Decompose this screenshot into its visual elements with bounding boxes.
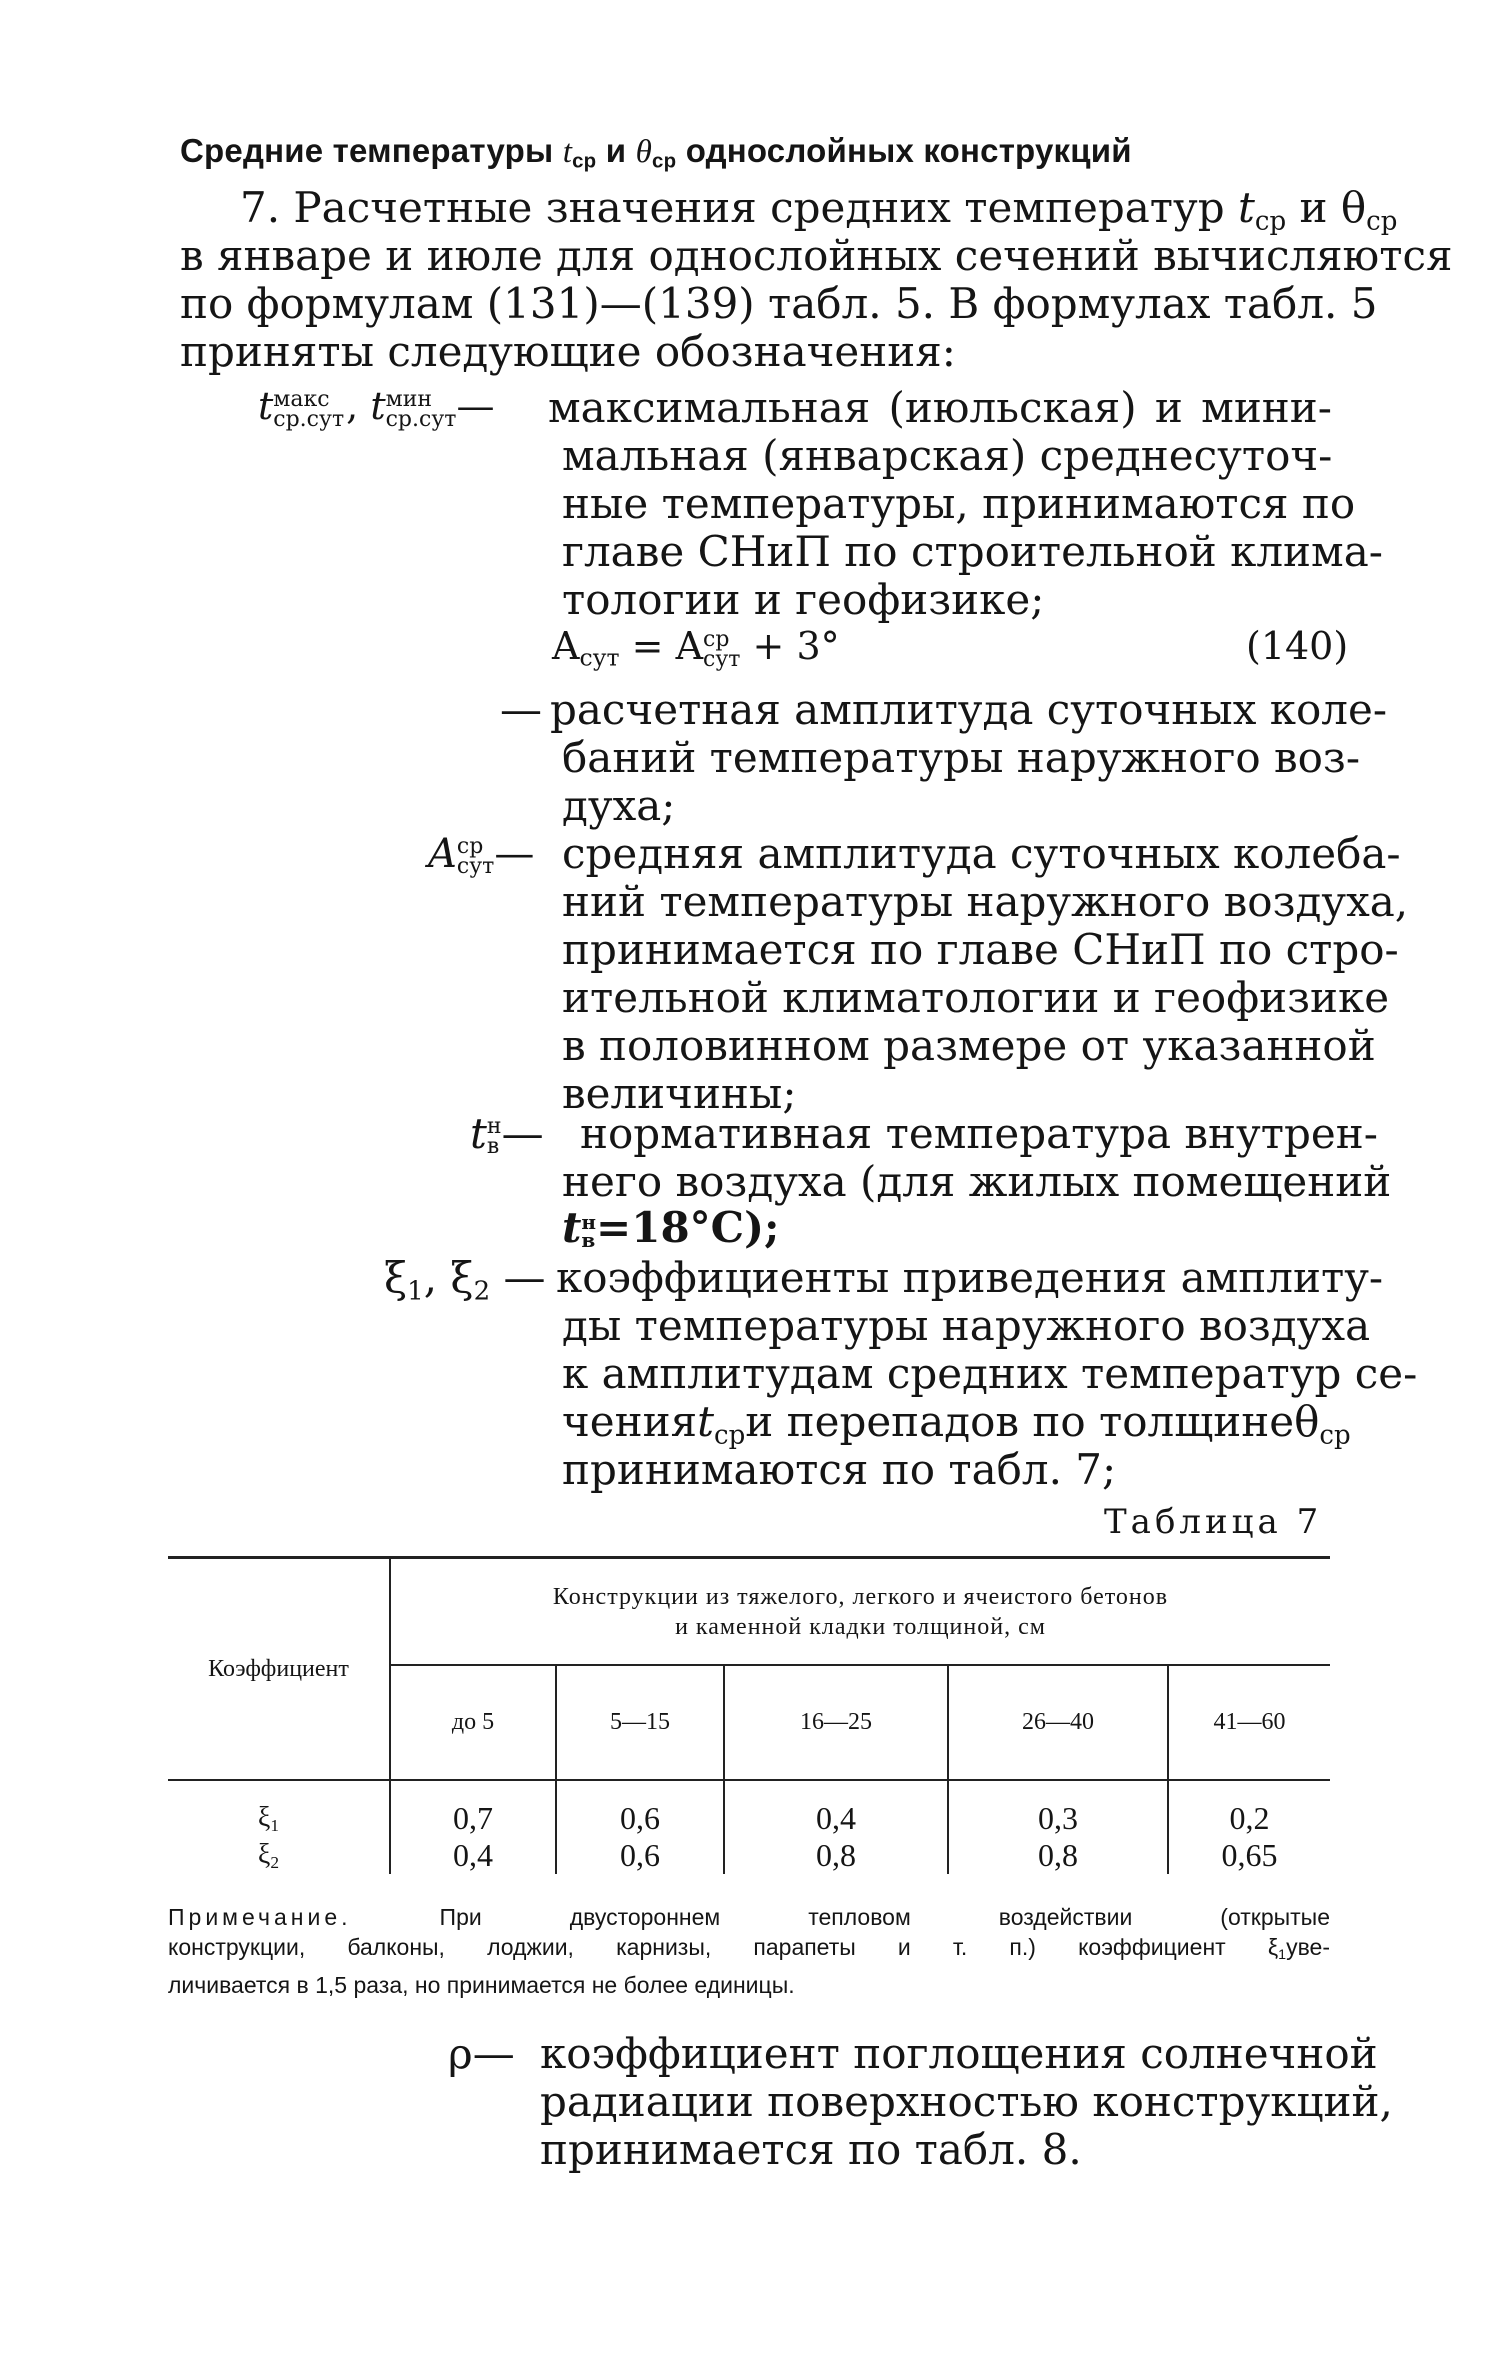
formula-number: (140): [1246, 624, 1349, 668]
def-tin-line-2: него воздуха (для жилых помещений: [562, 1157, 1392, 1206]
intro-line-4: приняты следующие обозначения:: [180, 327, 956, 376]
def-avg-line-2: ний температуры наружного воздуха,: [562, 877, 1409, 926]
col-header: до 5: [390, 1665, 556, 1780]
col-header-coef: Коэффициент: [168, 1558, 390, 1781]
term-avg-amp: Aср сут—: [428, 831, 535, 879]
def-xi-line-2: ды температуры наружного воздуха: [562, 1301, 1371, 1350]
term-xi: $\xi_1$, $\xi_2$ —: [384, 1253, 546, 1307]
table-cell: 0,6: [556, 1837, 724, 1874]
def-amp-line-2: баний температуры наружного воз-: [562, 733, 1361, 782]
term-tin: tн в—: [470, 1109, 544, 1159]
def-xi-line-3: к амплитудам средних температур се-: [562, 1349, 1418, 1398]
row-label: $\xi_1$: [168, 1800, 390, 1837]
table-cell: 0,65: [1221, 1837, 1278, 1873]
col-header: 16—25: [724, 1665, 948, 1780]
intro-line-1: 7. Расчетные значения средних температур $t_{ср}$ и $\theta_{ср}$: [240, 183, 1398, 237]
note-line-1: Примечание. При двустороннем тепловом воздействии (открытые: [168, 1904, 1331, 1930]
note-line-2: конструкции, балконы, лоджии, карнизы, парапеты и т. п.) коэффициент $\xi_1уве-$: [168, 1934, 1331, 1963]
table-row: [168, 1800, 1330, 1837]
table-cell: 0,7: [390, 1800, 556, 1837]
col-header: 5—15: [556, 1665, 724, 1780]
table-cell: 0,4: [390, 1837, 556, 1874]
def-rho-line-3: принимается по табл. 8.: [540, 2125, 1082, 2174]
term-rho: ρ—: [448, 2029, 515, 2078]
table-cell: 0,8: [724, 1837, 948, 1874]
def-tmax-line-4: главе СНиП по строительной клима-: [562, 527, 1383, 576]
col-header: 41—60: [1213, 1709, 1286, 1735]
def-tmax-line-2: мальная (январская) среднесуточ-: [562, 431, 1333, 480]
def-amp-dash: —: [500, 685, 542, 734]
note-line-3: личивается в 1,5 раза, но принимается не более единицы.: [168, 1971, 795, 1998]
def-avg-line-4: ительной климатологии и геофизике: [562, 973, 1390, 1022]
group-header: Конструкции из тяжелого, легкого и ячеистого бетонов и каменной кладки толщиной, см: [390, 1558, 1330, 1666]
def-tin-line-3: tн в=18°С);: [562, 1203, 780, 1252]
table-cell: 0,3: [948, 1800, 1168, 1837]
def-rho-line-1: коэффициент поглощения солнечной: [540, 2029, 1378, 2078]
table-cell: 0,4: [724, 1800, 948, 1837]
def-amp-line-1: расчетная амплитуда суточных коле-: [550, 685, 1388, 734]
intro-line-2: в январе и июле для однослойных сечений вычисляются: [180, 231, 1453, 280]
intro-line-3: по формулам (131)—(139) табл. 5. В формулах табл. 5: [180, 279, 1378, 328]
table-cell: 0,8: [948, 1837, 1168, 1874]
def-rho-line-2: радиации поверхностью конструкций,: [540, 2077, 1393, 2126]
formula-140: $A_{сут}$ = Aср сут + 3°: [552, 624, 840, 672]
def-amp-line-3: духа;: [562, 781, 676, 830]
def-xi-line-1: коэффициенты приведения амплиту-: [556, 1253, 1384, 1302]
def-avg-line-5: в половинном размере от указанной: [562, 1021, 1376, 1070]
def-tin-line-1: нормативная температура внутрен-: [580, 1109, 1378, 1158]
def-avg-line-3: принимается по главе СНиП по стро-: [562, 925, 1399, 974]
table-caption: Таблица 7: [1104, 1502, 1323, 1542]
table-cell: 0,6: [556, 1800, 724, 1837]
term-tmax-tmin: tмакс ср.сут, tмин ср.сут—: [258, 384, 495, 432]
def-tmax-line-3: ные температуры, принимаются по: [562, 479, 1356, 528]
row-label: $\xi_2$: [168, 1837, 390, 1874]
table-note: [168, 1902, 1330, 2000]
table-row: [168, 1837, 1330, 1874]
def-avg-line-1: средняя амплитуда суточных колеба-: [562, 829, 1401, 878]
col-header: 26—40: [948, 1665, 1168, 1780]
def-tmax-line-1: максимальная (июльская) и мини-: [548, 383, 1332, 432]
def-xi-line-4: чения $t_{ср}$ и перепадов по толщине $\theta_{ср}$: [562, 1397, 1351, 1451]
table-cell: 0,2: [1229, 1800, 1270, 1836]
table-7: [168, 1556, 1330, 1874]
def-tmax-line-5: тологии и геофизике;: [562, 575, 1045, 624]
section-heading: Средние температуры $t_{ср}$ и $\theta_{ср}$ однослойных конструкций: [180, 132, 1132, 173]
def-avg-line-6: величины;: [562, 1069, 797, 1118]
def-xi-line-5: принимаются по табл. 7;: [562, 1445, 1117, 1494]
